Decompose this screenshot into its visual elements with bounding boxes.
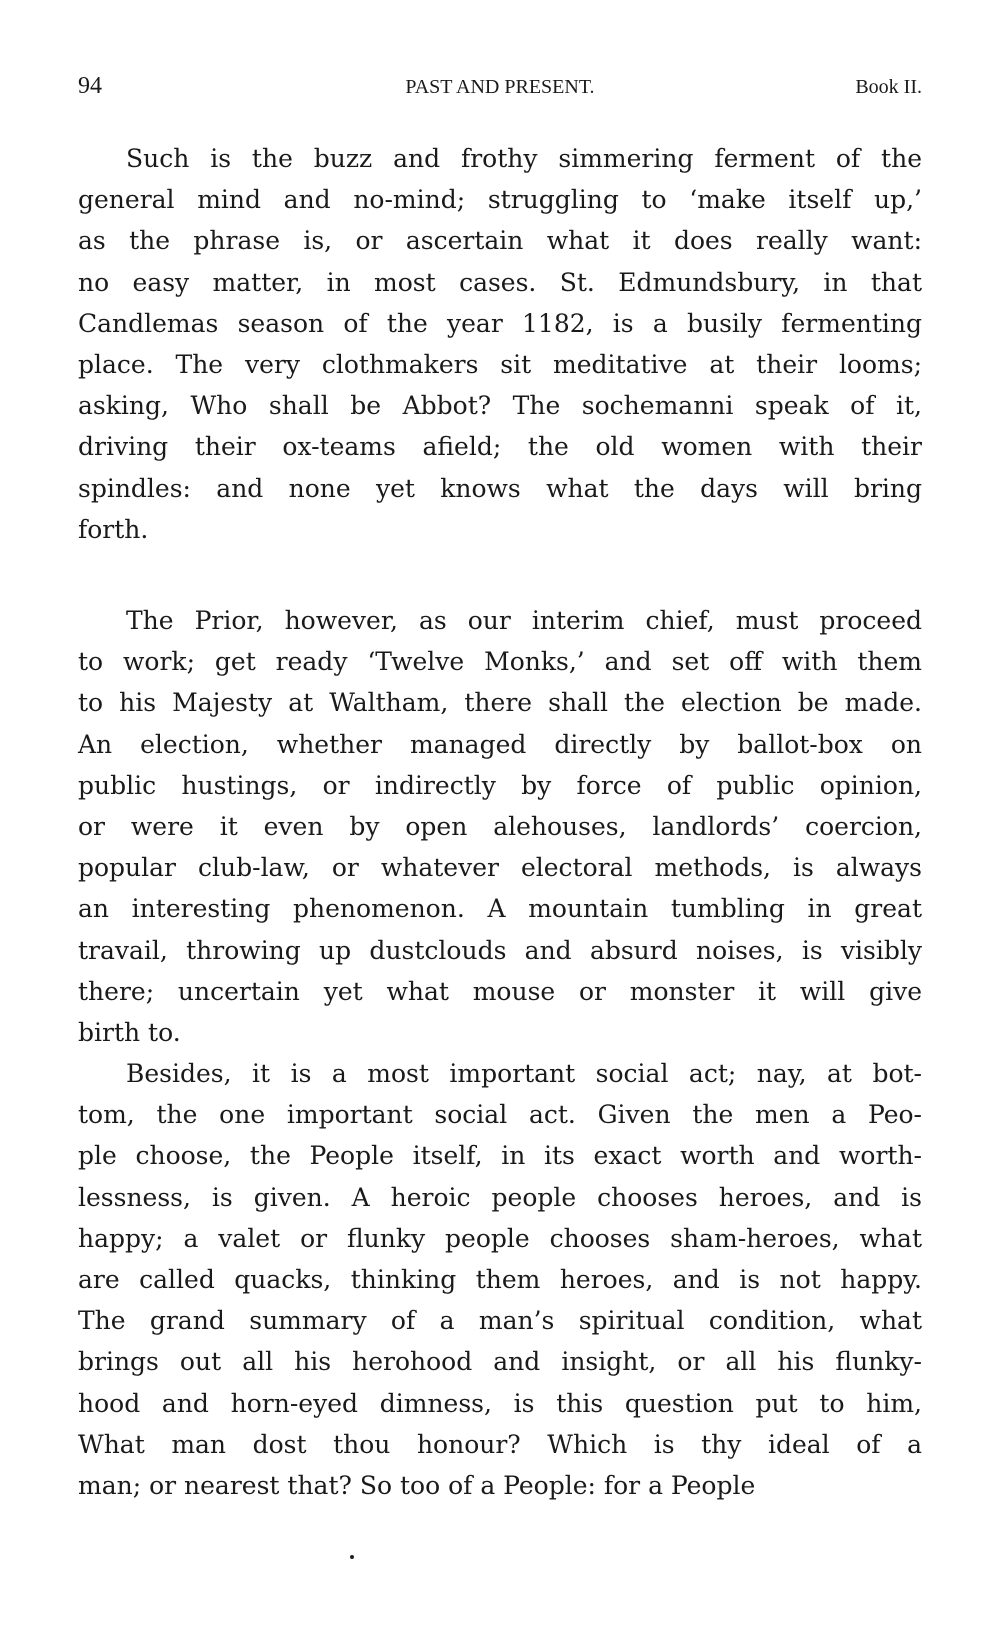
text-line: are called quacks, thinking them heroes, and is not happy. — [78, 1264, 922, 1294]
text-line: travail, throwing up dustclouds and absurd noises, is visibly — [78, 935, 922, 965]
text-line: public hustings, or indirectly by force of public opinion, — [78, 770, 922, 800]
text-line: tom, the one important social act. Given the men a Peo- — [78, 1100, 922, 1130]
text-line: lessness, is given. A heroic people chooses heroes, and is — [78, 1182, 922, 1212]
text-line: popular club-law, or whatever electoral methods, is always — [78, 853, 922, 883]
text-line: happy; a valet or flunky people chooses sham-heroes, what — [78, 1223, 922, 1253]
text-line: Besides, it is a most important social act; nay, at bot- — [126, 1059, 922, 1088]
paragraph — [78, 600, 922, 1053]
running-header — [78, 73, 922, 106]
text-line: an interesting phenomenon. A mountain tumbling in great — [78, 894, 922, 924]
text-line: there; uncertain yet what mouse or monster it will give — [78, 976, 922, 1006]
paragraph — [78, 1053, 922, 1506]
text-line: brings out all his herohood and insight, or all his flunky- — [78, 1347, 922, 1377]
text-line: Candlemas season of the year 1182, is a busily fermenting — [78, 308, 922, 338]
text-line: asking, Who shall be Abbot? The sochemanni speak of it, — [78, 391, 922, 421]
text-line: An election, whether managed directly by ballot-box on — [78, 729, 922, 759]
text-line: What man dost thou honour? Which is thy ideal of a — [78, 1429, 922, 1459]
text-line: forth. — [78, 514, 149, 544]
text-line: ple choose, the People itself, in its exact worth and worth- — [78, 1141, 922, 1171]
book-section: Book II. — [855, 76, 922, 98]
page-number: 94 — [78, 73, 102, 99]
scan-speck — [350, 1555, 354, 1559]
text-line: The Prior, however, as our interim chief, must proceed — [126, 606, 922, 635]
text-line: spindles: and none yet knows what the days will bring — [78, 473, 922, 503]
text-line: hood and horn-eyed dimness, is this question put to him, — [78, 1388, 922, 1418]
text-line: The grand summary of a man’s spiritual condition, what — [78, 1306, 922, 1336]
running-title: PAST AND PRESENT. — [405, 76, 595, 98]
text-line: driving their ox-teams afield; the old women with their — [78, 432, 922, 462]
text-line: as the phrase is, or ascertain what it does really want: — [78, 226, 922, 256]
text-line: birth to. — [78, 1017, 181, 1047]
text-line: general mind and no-mind; struggling to ‘make itself up,’ — [78, 185, 922, 215]
text-line: Such is the buzz and frothy simmering ferment of the — [126, 144, 922, 173]
text-line: or were it even by open alehouses, landlords’ coercion, — [78, 811, 922, 841]
paragraph — [78, 138, 922, 550]
text-line: no easy matter, in most cases. St. Edmundsbury, in that — [78, 267, 922, 297]
text-line: place. The very clothmakers sit meditative at their looms; — [78, 349, 922, 379]
text-line: to work; get ready ‘Twelve Monks,’ and set off with them — [78, 647, 922, 677]
text-line: to his Majesty at Waltham, there shall the election be made. — [78, 688, 922, 718]
text-line: man; or nearest that? So too of a People: for a People — [78, 1470, 756, 1500]
